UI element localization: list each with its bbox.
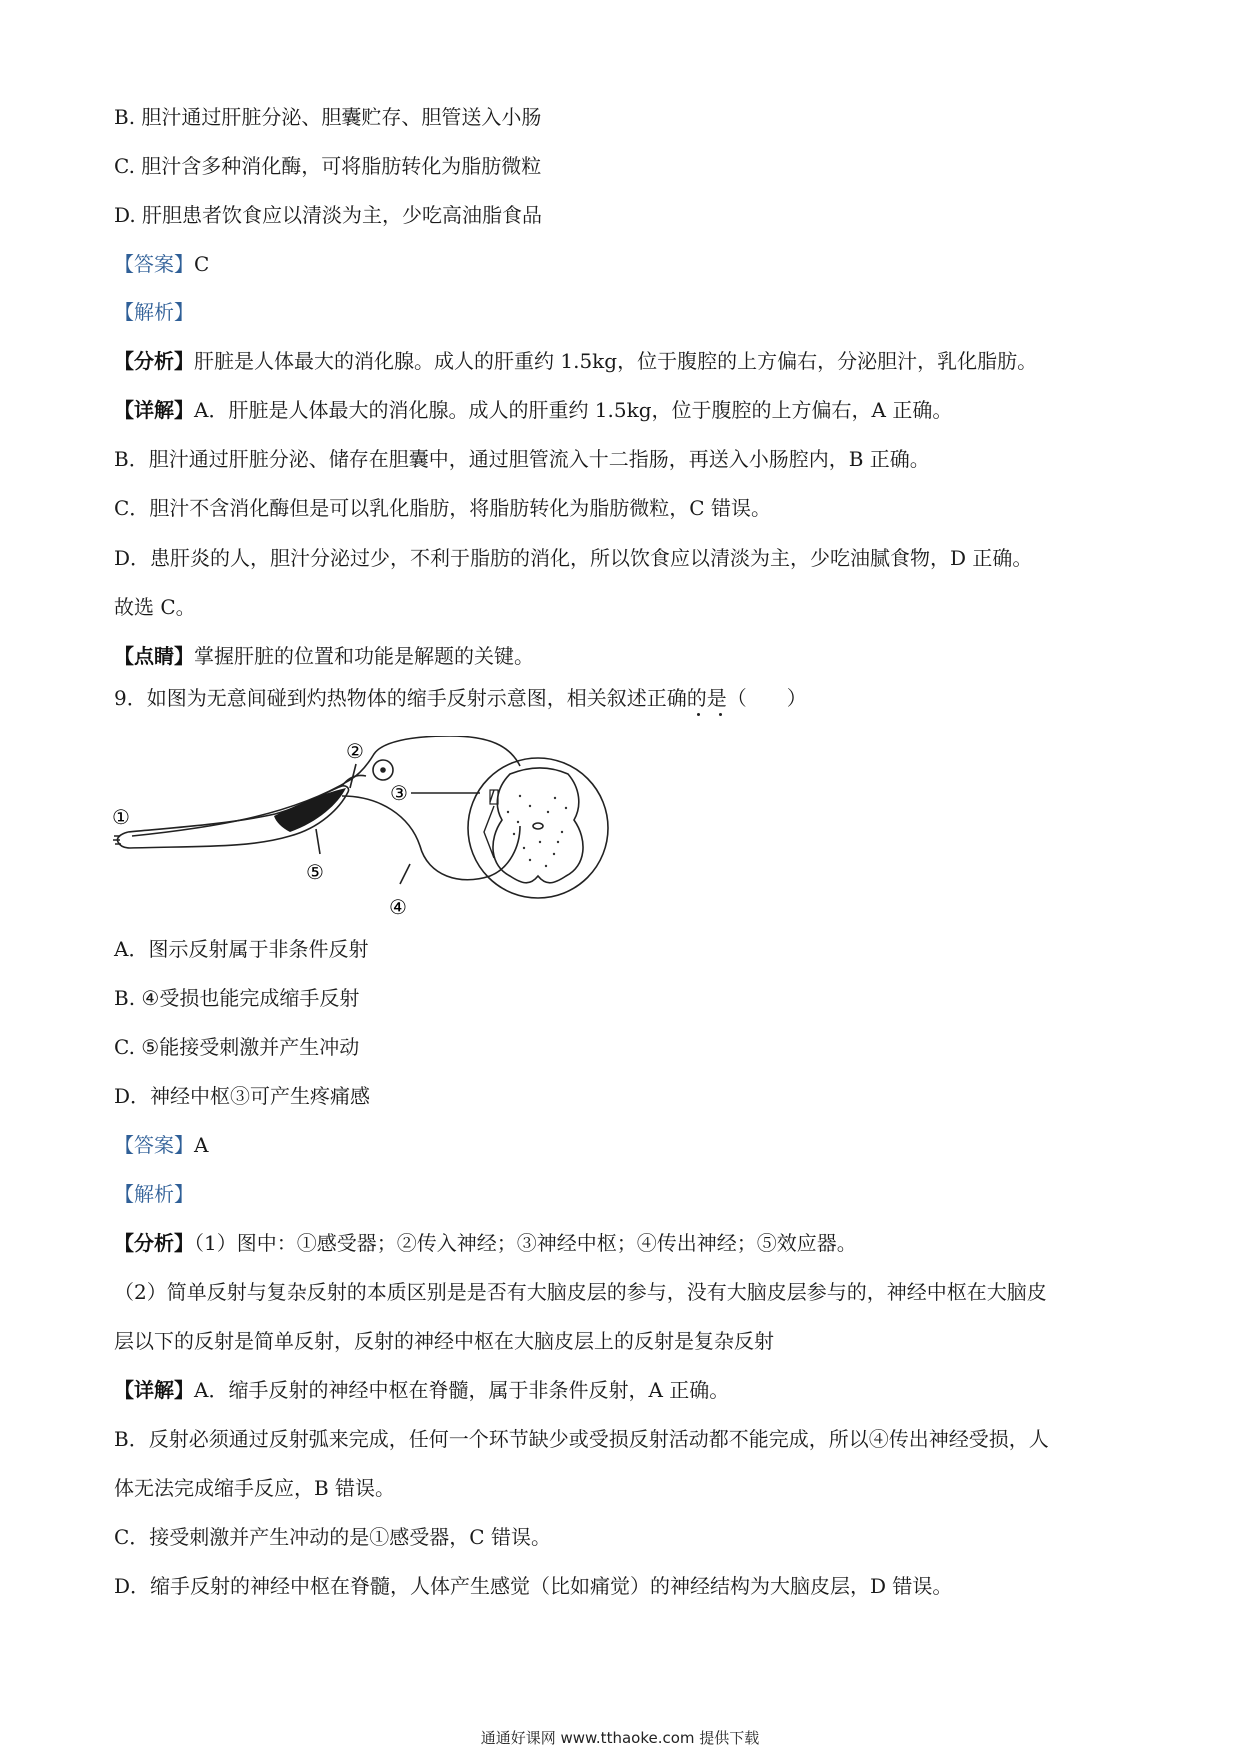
afferent-nerve <box>132 736 520 836</box>
analyze-tag: 【分析】 <box>114 1231 194 1255</box>
analyze-text: 肝脏是人体最大的消化腺。成人的肝重约 1.5kg，位于腹腔的上方偏右，分泌胆汁，乳化脂肪。 <box>194 349 1038 373</box>
point-q8 <box>114 641 534 671</box>
option-a-q9: A．图示反射属于非条件反射 <box>114 937 369 961</box>
detail-b1-q9: B．反射必须通过反射弧来完成，任何一个环节缺少或受损反射活动都不能完成，所以④传出神经受损，人 <box>114 1427 1049 1451</box>
question-9: 9．如图为无意间碰到灼热物体的缩手反射示意图，相关叙述正确的是（ ） <box>114 686 807 710</box>
analyze-text: （1）图中：①感受器；②传入神经；③神经中枢；④传出神经；⑤效应器。 <box>194 1231 857 1255</box>
detail-b2-q9: 体无法完成缩手反应，B 错误。 <box>114 1476 396 1500</box>
detail-c-q8: C．胆汁不含消化酶但是可以乳化脂肪，将脂肪转化为脂肪微粒，C 错误。 <box>114 496 771 520</box>
analyze-2a-q9: （2）简单反射与复杂反射的本质区别是是否有大脑皮层的参与，没有大脑皮层参与的，神经中枢在大脑皮 <box>114 1280 1047 1304</box>
answer-tag: 【答案】 <box>114 1133 194 1157</box>
reflex-arc-figure <box>110 736 620 921</box>
option-c-q9: C. ⑤能接受刺激并产生冲动 <box>114 1035 360 1059</box>
option-d-q9: D．神经中枢③可产生疼痛感 <box>114 1084 371 1108</box>
gray-matter <box>493 768 583 883</box>
label-efferent: ④ <box>389 895 407 919</box>
detail-c-q9: C．接受刺激并产生冲动的是①感受器，C 错误。 <box>114 1525 551 1549</box>
answer-tag: 【答案】 <box>114 252 194 276</box>
finger-lines <box>113 836 121 844</box>
analysis-tag-q8 <box>114 297 194 327</box>
emphasis-dot <box>719 713 722 716</box>
answer-value: A <box>194 1133 209 1157</box>
central-canal <box>533 823 543 829</box>
page-footer: 通通好课网 www.tthaoke.com 提供下载 <box>480 1729 760 1747</box>
analyze-2b-q9: 层以下的反射是简单反射，反射的神经中枢在大脑皮层上的反射是复杂反射 <box>114 1329 774 1353</box>
detail-tag: 【详解】 <box>114 398 194 422</box>
answer-value: C <box>194 252 210 276</box>
option-b-q8: B. 胆汁通过肝脏分泌、胆囊贮存、胆管送入小肠 <box>114 105 542 129</box>
label-receptor: ① <box>112 805 130 829</box>
detail-d-q8: D．患肝炎的人，胆汁分泌过少，不利于脂肪的消化，所以饮食应以清淡为主，少吃油腻食物，D 正确。 <box>114 546 1033 570</box>
emphasis-dot <box>697 713 700 716</box>
point-tag: 【点睛】 <box>114 644 194 668</box>
analysis-tag: 【解析】 <box>114 1182 194 1206</box>
analyze-q9 <box>114 1228 857 1258</box>
label-effector: ⑤ <box>306 860 324 884</box>
detail-q9 <box>114 1375 729 1405</box>
analysis-tag-q9 <box>114 1179 194 1209</box>
detail-q8 <box>114 395 952 425</box>
point-text: 掌握肝脏的位置和功能是解题的关键。 <box>194 644 534 668</box>
option-c-q8: C. 胆汁含多种消化酶，可将脂肪转化为脂肪微粒 <box>114 154 542 178</box>
label-afferent: ② <box>346 739 364 763</box>
option-b-q9: B. ④受损也能完成缩手反射 <box>114 986 360 1010</box>
detail-b-q8: B．胆汁通过肝脏分泌、储存在胆囊中，通过胆管流入十二指肠，再送入小肠腔内，B 正确。 <box>114 447 930 471</box>
analysis-tag: 【解析】 <box>114 300 194 324</box>
option-d-q8: D. 肝胆患者饮食应以清淡为主，少吃高油脂食品 <box>114 203 543 227</box>
detail-tag: 【详解】 <box>114 1378 194 1402</box>
detail-d-q9: D．缩手反射的神经中枢在脊髓，人体产生感觉（比如痛觉）的神经结构为大脑皮层，D 错误。 <box>114 1574 953 1598</box>
analyze-tag: 【分析】 <box>114 349 194 373</box>
choose-q8: 故选 C。 <box>114 595 196 619</box>
leader-5 <box>316 829 320 854</box>
detail-text: A．肝脏是人体最大的消化腺。成人的肝重约 1.5kg，位于腹腔的上方偏右，A 正确。 <box>194 398 953 422</box>
label-center: ③ <box>390 781 408 805</box>
answer-q9 <box>114 1130 208 1160</box>
answer-q8 <box>114 249 209 279</box>
leader-4 <box>400 864 410 884</box>
analyze-q8 <box>114 346 1037 376</box>
detail-text: A．缩手反射的神经中枢在脊髓，属于非条件反射，A 正确。 <box>194 1378 730 1402</box>
